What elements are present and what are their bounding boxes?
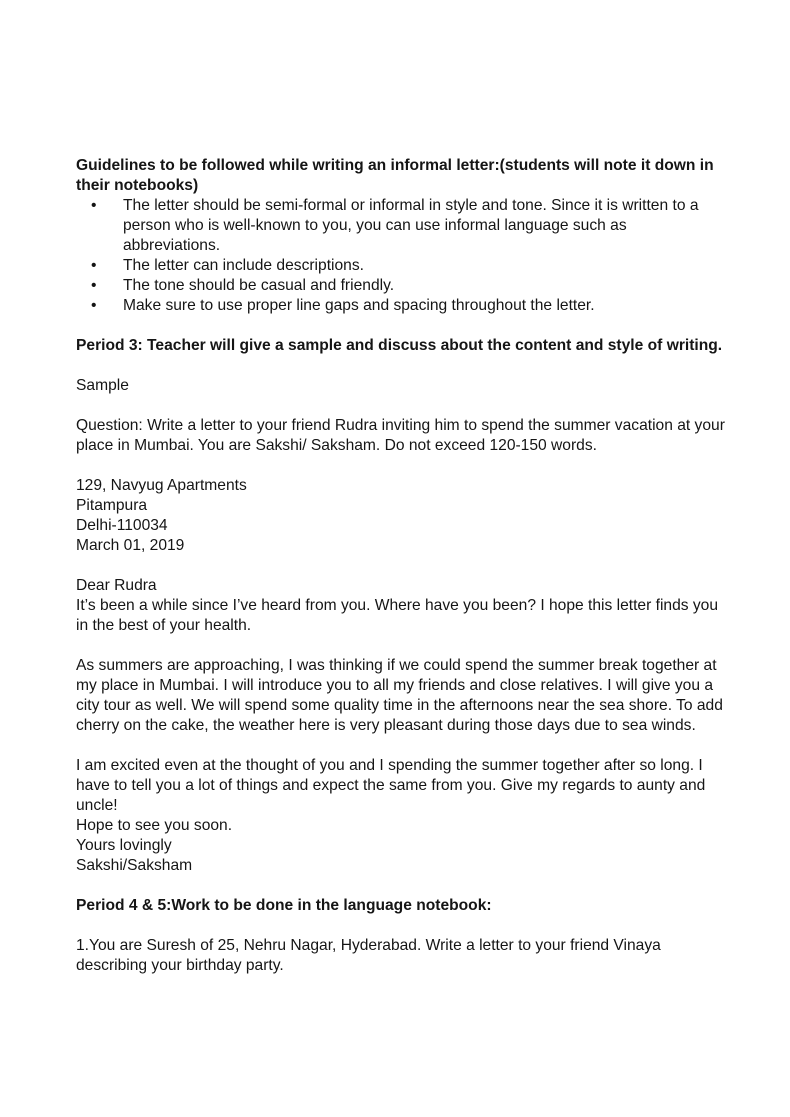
spacer [76, 456, 726, 476]
address-line: Pitampura [76, 497, 148, 514]
letter-paragraph: As summers are approaching, I was thinking if we could spend the summer break together at my place in Mumbai. I will introduce you to all my friends and close relatives. I will give you a city tour as well. We will spend some quality time in the afternoons near the sea shore. To add cherry on the cake, the weather here is very pleasant during those days due to sea winds. [76, 657, 723, 734]
spacer [76, 556, 726, 576]
bullet-icon: • [91, 297, 97, 314]
spacer [76, 876, 726, 896]
guidelines-heading: Guidelines to be followed while writing an informal letter:(students will note it down in their notebooks) [76, 157, 714, 194]
letter-paragraph: It’s been a while since I’ve heard from you. Where have you been? I hope this letter finds you in the best of your health. [76, 597, 719, 634]
guidelines-list [76, 196, 726, 316]
list-item [76, 256, 726, 276]
list-item [76, 196, 726, 256]
letter-salutation: Dear Rudra [76, 577, 157, 594]
spacer [76, 636, 726, 656]
spacer [76, 736, 726, 756]
list-item [76, 276, 726, 296]
spacer [76, 916, 726, 936]
period45-heading: Period 4 & 5:Work to be done in the language notebook: [76, 897, 492, 914]
spacer [76, 396, 726, 416]
document-page [76, 156, 726, 976]
list-item-text: The tone should be casual and friendly. [123, 277, 395, 294]
list-item [76, 296, 726, 316]
question-text: Question: Write a letter to your friend Rudra inviting him to spend the summer vacation at your place in Mumbai. You are Sakshi/ Saksham. Do not exceed 120-150 words. [76, 417, 725, 454]
letter-date: March 01, 2019 [76, 537, 185, 554]
letter-closing-line: Hope to see you soon. [76, 817, 233, 834]
letter-signature: Sakshi/Saksham [76, 857, 193, 874]
bullet-icon: • [91, 257, 97, 274]
letter-paragraph: I am excited even at the thought of you and I spending the summer together after so long. I have to tell you a lot of things and expect the same from you. Give my regards to aunty and uncle! [76, 757, 706, 814]
bullet-icon: • [91, 277, 97, 294]
address-line: Delhi-110034 [76, 517, 168, 534]
sample-label: Sample [76, 377, 129, 394]
task-text: 1.You are Suresh of 25, Nehru Nagar, Hyderabad. Write a letter to your friend Vinaya describing your birthday party. [76, 937, 661, 974]
spacer [76, 316, 726, 336]
letter-complimentary-close: Yours lovingly [76, 837, 172, 854]
letter-sender-address [76, 476, 726, 556]
spacer [76, 356, 726, 376]
list-item-text: The letter can include descriptions. [123, 257, 364, 274]
address-line: 129, Navyug Apartments [76, 477, 247, 494]
list-item-text: The letter should be semi-formal or informal in style and tone. Since it is written to a person who is well-known to you, you can use informal language such as abbreviations. [123, 197, 699, 254]
bullet-icon: • [91, 197, 97, 214]
list-item-text: Make sure to use proper line gaps and spacing throughout the letter. [123, 297, 595, 314]
period3-heading: Period 3: Teacher will give a sample and discuss about the content and style of writing. [76, 337, 723, 354]
